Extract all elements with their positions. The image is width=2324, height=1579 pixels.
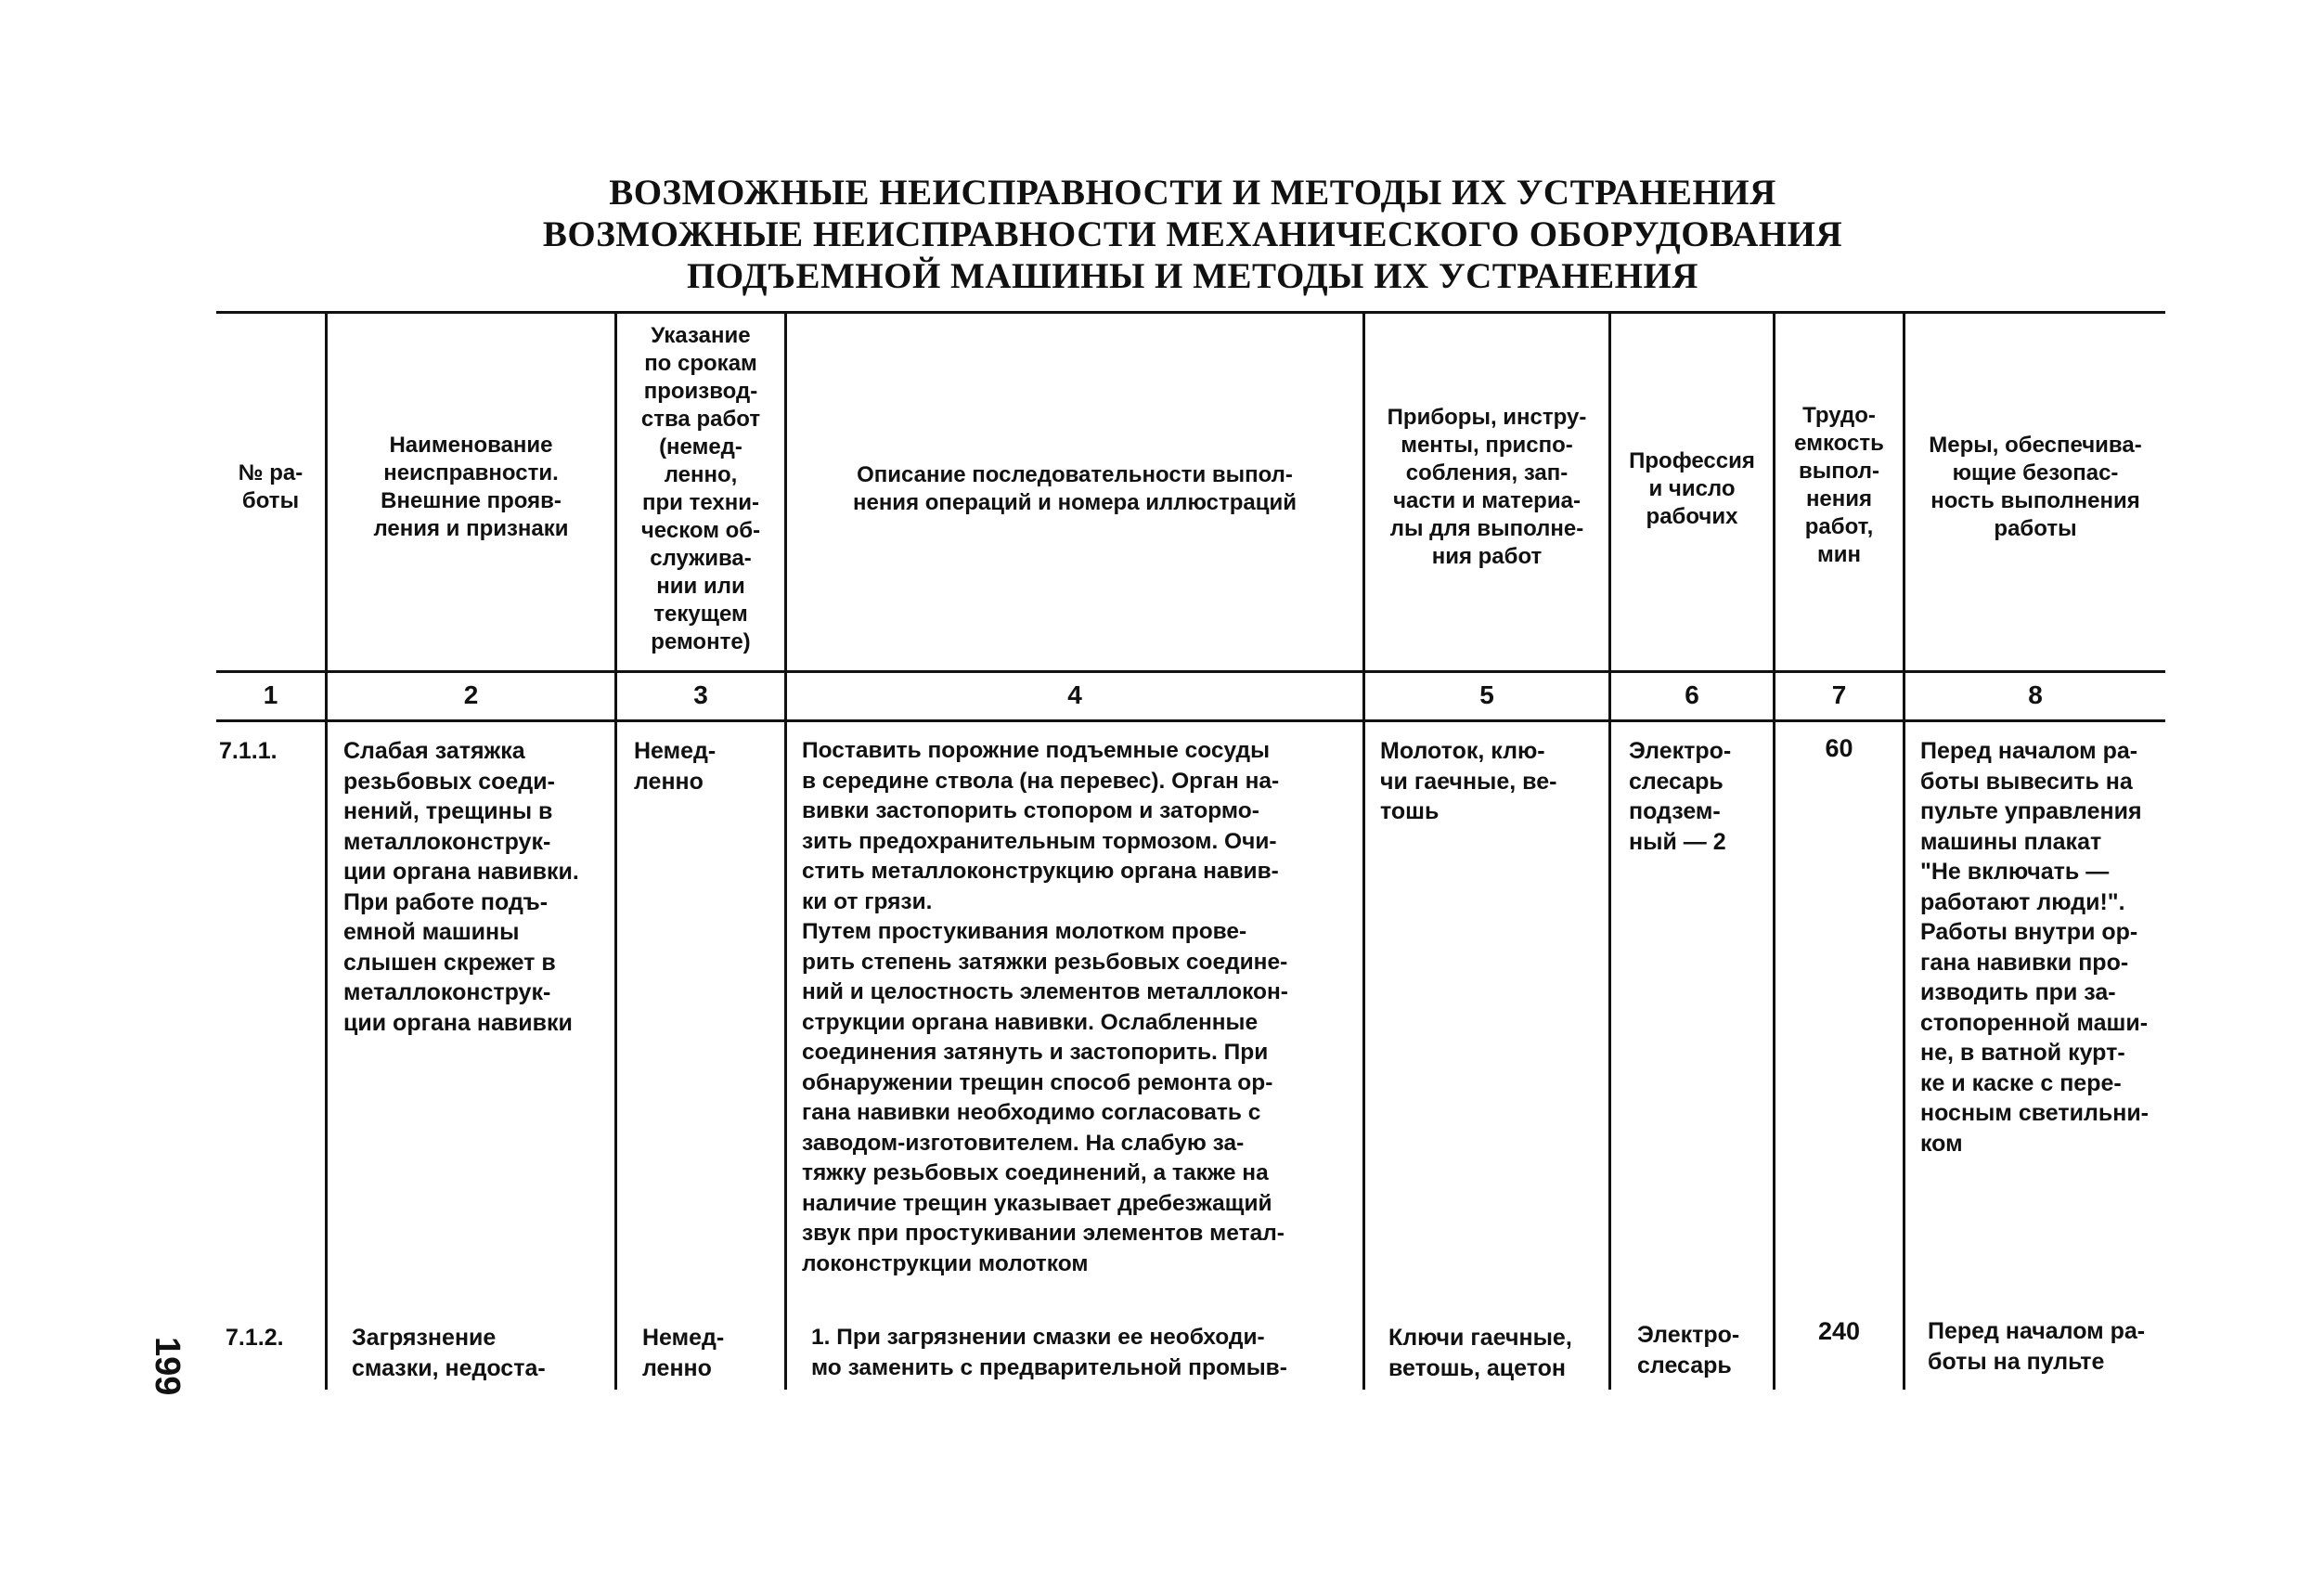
row-work-number: 7.1.1. xyxy=(219,738,278,764)
column-number: 5 xyxy=(1479,680,1494,709)
column-number: 4 xyxy=(1067,680,1082,709)
header-work-number: № ра- боты xyxy=(238,460,303,513)
row-work-number: 7.1.2. xyxy=(226,1325,284,1351)
column-number: 1 xyxy=(263,680,278,709)
row-tools: Молоток, клю- чи гаечные, ве- тошь xyxy=(1380,738,1557,824)
column-number: 6 xyxy=(1685,680,1699,709)
title-line-1: ВОЗМОЖНЫЕ НЕИСПРАВНОСТИ И МЕТОДЫ ИХ УСТРАНЕНИЯ xyxy=(609,173,1776,213)
row-labor: 60 xyxy=(1825,734,1853,762)
row-timing: Немед- ленно xyxy=(642,1325,725,1381)
row-fault: Загрязнение смазки, недоста- xyxy=(352,1325,546,1381)
header-tools: Приборы, инстру- менты, приспо- собления, зап- части и материа- лы для выполне- ния работ xyxy=(1387,405,1587,569)
header-timing: Указание по срокам производ- ства работ (немед- ленно, при техни- ческом об- служива- нии или текущем ремонте) xyxy=(640,323,761,654)
row-safety: Перед началом ра- боты на пульте xyxy=(1928,1318,2146,1375)
header-description: Описание последовательности выпол- нения операций и номера иллюстраций xyxy=(852,462,1298,515)
column-number: 8 xyxy=(2028,680,2043,709)
column-number: 3 xyxy=(693,680,708,709)
header-fault-name: Наименование неисправности. Внешние прояв- ления и признаки xyxy=(373,433,569,541)
numbers-bottom-rule xyxy=(216,719,2165,722)
header-profession: Профессия и число рабочих xyxy=(1629,448,1755,529)
title-line-3: ПОДЪЕМНОЙ МАШИНЫ И МЕТОДЫ ИХ УСТРАНЕНИЯ xyxy=(687,256,1698,296)
row-safety: Перед началом ра- боты вывесить на пульте управления машины плакат "Не включать — работают люди!". Работы внутри ор- гана навивки про- изводить при за- стопоренной маши- не, в ватной курт- ке и каске с пере- носным светильни- ком xyxy=(1920,738,2150,1157)
row-timing: Немед- ленно xyxy=(634,738,717,795)
table-top-rule xyxy=(216,311,2165,314)
header-labor: Трудо- емкость выпол- нения работ, мин xyxy=(1794,403,1884,567)
row-description: Поставить порожние подъемные сосуды в середине ствола (на перевес). Орган на- вивки застопорить стопором и затормо- зить предохранительным тормозом. Очи- стить металлоконструкцию органа навив- ки от грязи. Путем простукивания молотком прове- рить степень затяжки резьбовых соедине- ний и целостность элементов металлокон- струкции органа навивки. Ослабленные соединения затянуть и застопорить. При обнаружении трещин способ ремонта ор- гана навивки необходимо согласовать с заводом-изготовителем. На слабую за- тяжку резьбовых соединений, а также на наличие трещин указывает дребезжащий звук при простукивании элементов метал- локонструкции молотком xyxy=(802,738,1288,1276)
row-profession: Электро- слесарь xyxy=(1637,1322,1740,1378)
title-line-2: ВОЗМОЖНЫЕ НЕИСПРАВНОСТИ МЕХАНИЧЕСКОГО ОБОРУДОВАНИЯ xyxy=(542,214,1843,254)
row-fault: Слабая затяжка резьбовых соеди- нений, трещины в металлоконструк- ции органа навивки. При работе подъ- емной машины слышен скрежет в металлоконструк- ции органа навивки xyxy=(343,738,579,1036)
row-tools: Ключи гаечные, ветошь, ацетон xyxy=(1388,1325,1572,1381)
row-description: 1. При загрязнении смазки ее необходи- мо заменить с предварительной промыв- xyxy=(811,1325,1287,1380)
row-labor: 240 xyxy=(1817,1317,1861,1345)
row-profession: Электро- слесарь подзем- ный — 2 xyxy=(1629,738,1732,855)
header-safety: Меры, обеспечива- ющие безопас- ность выполнения работы xyxy=(1929,433,2142,541)
column-number: 7 xyxy=(1831,680,1847,709)
column-number: 2 xyxy=(463,680,479,709)
page-number: 199 xyxy=(148,1337,187,1396)
document-titles xyxy=(213,172,2172,297)
header-bottom-rule xyxy=(216,670,2165,673)
